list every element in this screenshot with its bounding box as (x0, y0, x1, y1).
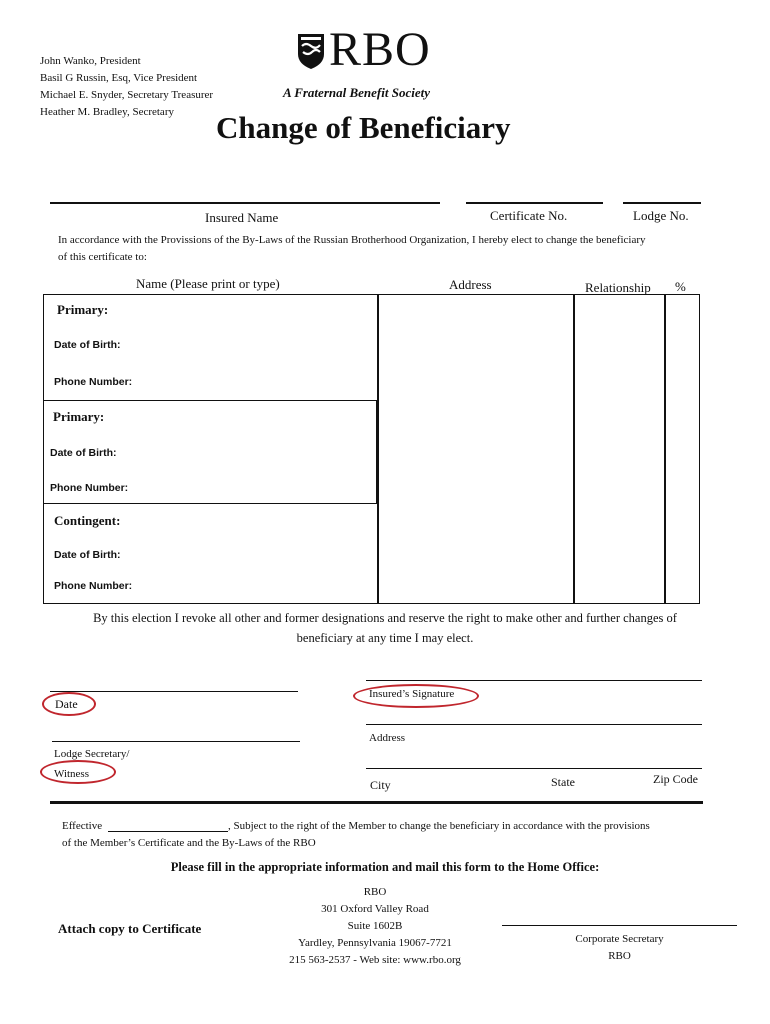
intro-paragraph (58, 232, 718, 266)
address-org: RBO (363, 886, 387, 898)
city-label: City (370, 778, 391, 792)
city-state-zip-line[interactable] (366, 768, 702, 769)
witness-annotation-circle (40, 760, 116, 784)
address-contact: 215 563-2537 - Web site: www.rbo.org (289, 954, 461, 966)
insured-name-label: Insured Name (205, 210, 279, 225)
phone-label: Phone Number: (54, 580, 133, 592)
state-label: State (551, 775, 575, 789)
dob-label: Date of Birth: (50, 447, 117, 459)
effective-text-2: of the Member’s Certificate and the By-Laws of the RBO (62, 837, 316, 849)
effective-label: Effective (62, 820, 103, 832)
mail-instruction: Please fill in the appropriate information and mail this form to the Home Office: (170, 860, 600, 874)
insured-signature-line[interactable] (366, 680, 702, 681)
lodge-secretary-label: Lodge Secretary/ (54, 748, 130, 760)
beneficiary-contingent-cell[interactable] (43, 505, 377, 602)
certificate-no-line[interactable] (466, 202, 603, 204)
logo-text: RBO (329, 23, 431, 76)
beneficiary-type-label: Primary: (53, 409, 105, 424)
intro-line-1: In accordance with the Provissions of the By-Laws of the Russian Brotherhood Organization, I hereby elect to change the beneficiary (58, 234, 646, 246)
corporate-secretary-line[interactable] (502, 925, 737, 926)
corporate-secretary-org: RBO (608, 950, 631, 962)
column-relationship: Relationship (585, 280, 651, 295)
address-suite: Suite 1602B (347, 920, 403, 932)
lodge-secretary-line[interactable] (52, 741, 300, 742)
beneficiary-primary-2-cell[interactable] (43, 400, 377, 504)
revoke-line-1: By this election I revoke all other and former designations and reserve the right to make other and further changes of (93, 611, 677, 625)
date-line[interactable] (50, 691, 298, 692)
officer-vice-president: Basil G Russin, Esq, Vice President (40, 72, 198, 84)
date-annotation-circle (42, 692, 96, 716)
zip-label: Zip Code (653, 772, 698, 786)
officer-treasurer: Michael E. Snyder, Secretary Treasurer (40, 89, 214, 101)
dob-label: Date of Birth: (54, 549, 121, 561)
table-divider-relationship (573, 294, 575, 604)
phone-label: Phone Number: (54, 376, 133, 388)
tagline: A Fraternal Benefit Society (283, 85, 430, 100)
column-percent: % (675, 279, 686, 294)
table-divider-address (377, 294, 379, 604)
effective-text-1: , Subject to the right of the Member to change the beneficiary in accordance with the provisions (228, 820, 650, 832)
page-title: Change of Beneficiary (216, 110, 511, 145)
beneficiary-type-label: Primary: (57, 302, 109, 317)
officer-secretary: Heather M. Bradley, Secretary (40, 106, 174, 118)
phone-label: Phone Number: (50, 482, 129, 494)
table-divider-percent (664, 294, 666, 604)
certificate-no-label: Certificate No. (490, 208, 568, 223)
address-city: Yardley, Pennsylvania 19067-7721 (298, 937, 452, 949)
beneficiary-type-label: Contingent: (54, 513, 121, 528)
intro-line-2: of this certificate to: (58, 251, 147, 263)
effective-date-line[interactable] (108, 831, 228, 832)
corporate-secretary-title: Corporate Secretary (575, 933, 664, 945)
attach-note: Attach copy to Certificate (58, 921, 202, 936)
insured-name-line[interactable] (50, 202, 440, 204)
officers-list (40, 53, 213, 121)
column-name: Name (Please print or type) (136, 276, 280, 291)
revoke-statement (30, 608, 740, 648)
rbo-logo (296, 23, 456, 76)
handshake-shield-icon (296, 32, 326, 70)
address-line[interactable] (366, 724, 702, 725)
signature-annotation-circle (353, 684, 479, 708)
witness-label: Witness (54, 768, 89, 780)
section-divider (50, 801, 703, 804)
beneficiary-primary-1-cell[interactable] (43, 294, 377, 398)
column-address: Address (449, 277, 492, 292)
home-office-address (250, 884, 500, 969)
revoke-line-2: beneficiary at any time I may elect. (296, 631, 474, 645)
officer-president: John Wanko, President (40, 55, 141, 67)
address-street: 301 Oxford Valley Road (321, 903, 429, 915)
lodge-no-label: Lodge No. (633, 208, 689, 223)
dob-label: Date of Birth: (54, 339, 121, 351)
insured-signature-label: Insured’s Signature (369, 688, 455, 700)
date-label: Date (55, 697, 78, 711)
corporate-secretary-block (502, 931, 737, 965)
address-label: Address (369, 732, 406, 744)
lodge-no-line[interactable] (623, 202, 701, 204)
